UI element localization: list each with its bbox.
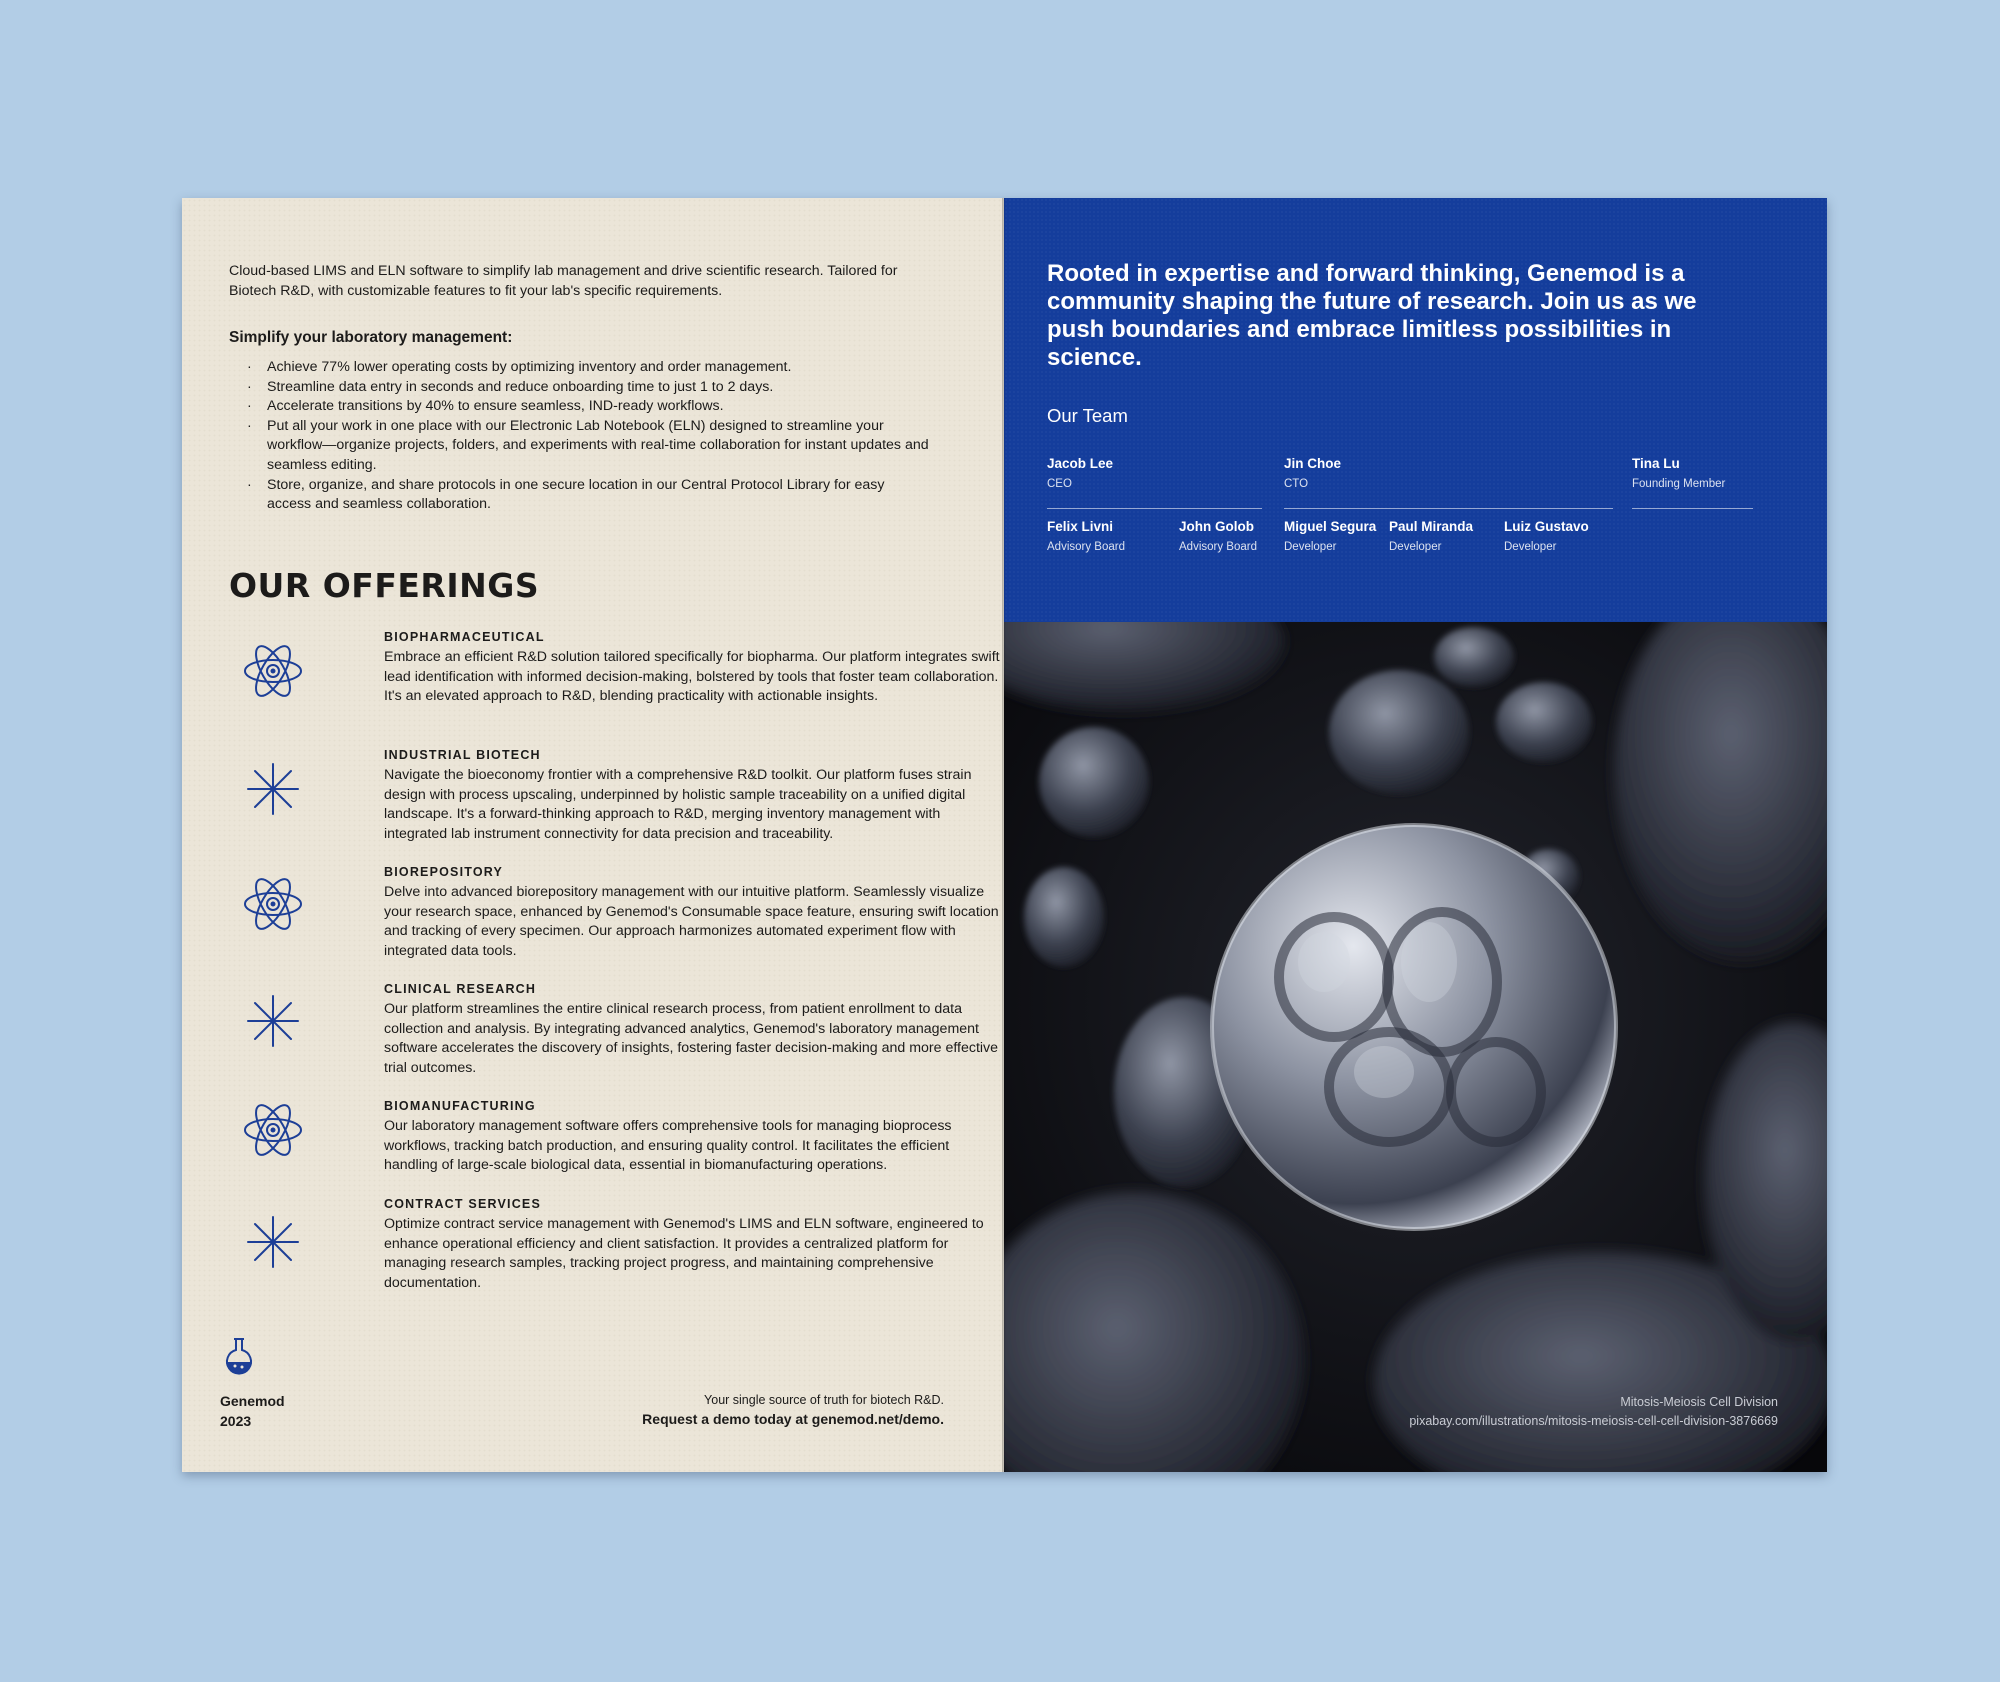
offering-description: Optimize contract service management with Genemod's LIMS and ELN software, engineered to enhance operational efficiency and client satisfaction. It provides a centralized platform for managing research samples, tracking project progress, and maintaining comprehensive documentation. — [384, 1216, 984, 1291]
list-item: · Achieve 77% lower operating costs by optimizing inventory and order management. — [229, 358, 929, 378]
offerings-heading: OUR OFFERINGS — [229, 566, 540, 605]
divider — [1284, 508, 1613, 509]
member-name: Jacob Lee — [1047, 456, 1114, 471]
member-name: Jin Choe — [1284, 456, 1342, 471]
team-member — [1047, 519, 1125, 553]
asterisk-icon — [242, 758, 304, 820]
offering-title: BIOPHARMACEUTICAL — [384, 630, 545, 644]
atom-icon — [242, 640, 304, 702]
member-role: CEO — [1047, 478, 1072, 490]
offering-description: Navigate the bioeconomy frontier with a comprehensive R&D toolkit. Our platform fuses strain design with process upscaling, underpinned by holistic sample traceability on a unified digital landscape. It's a forward-thinking approach to R&D, merging inventory management with integrated lab instrument connectivity for data precision and traceability. — [384, 767, 972, 842]
left-page — [182, 198, 1004, 1472]
brochure-spread — [182, 198, 1827, 1472]
team-member — [1632, 456, 1725, 490]
brand-block — [220, 1391, 285, 1431]
offering-description: Our laboratory management software offers comprehensive tools for managing bioprocess workflows, tracking batch production, and ensuring quality control. It facilitates the efficient handling of large-scale biological data, essential in biomanufacturing operations. — [384, 1118, 952, 1174]
member-name: John Golob — [1179, 519, 1254, 534]
member-name: Paul Miranda — [1389, 519, 1474, 534]
list-item: · Store, organize, and share protocols in one secure location in our Central Protocol Library for easy access and seamless collaboration. — [229, 476, 929, 515]
team-member — [1504, 519, 1589, 553]
atom-icon — [242, 873, 304, 935]
asterisk-icon — [242, 1211, 304, 1273]
divider — [1047, 508, 1262, 509]
list-item: · Put all your work in one place with our Electronic Lab Notebook (ELN) designed to streamline your workflow—organize projects, folders, and experiments with real-time collaboration for instant updates and seamless editing. — [229, 417, 929, 476]
team-panel — [1004, 198, 1827, 622]
team-member — [1284, 519, 1376, 553]
team-member — [1389, 519, 1473, 553]
offering-title: CONTRACT SERVICES — [384, 1197, 541, 1211]
simplify-heading: Simplify your laboratory management: — [229, 329, 513, 346]
member-role: Developer — [1284, 541, 1337, 553]
team-member — [1179, 519, 1257, 553]
asterisk-icon — [242, 990, 304, 1052]
caption-title: Mitosis-Meiosis Cell Division — [1620, 1395, 1778, 1409]
brand-year: 2023 — [220, 1413, 252, 1429]
atom-icon — [242, 1099, 304, 1161]
member-role: Founding Member — [1632, 478, 1726, 490]
right-page — [1004, 198, 1827, 1472]
list-item: · Accelerate transitions by 40% to ensure seamless, IND-ready workflows. — [229, 397, 929, 417]
member-name: Felix Livni — [1047, 519, 1114, 534]
tagline-text: Your single source of truth for biotech R&D. — [704, 1393, 944, 1407]
team-heading: Our Team — [1047, 405, 1128, 426]
divider — [1632, 508, 1753, 509]
offering-title: BIOREPOSITORY — [384, 865, 504, 879]
offering-title: CLINICAL RESEARCH — [384, 982, 537, 996]
member-role: Developer — [1504, 541, 1557, 553]
brand-name: Genemod — [220, 1393, 285, 1409]
flask-logo-icon — [222, 1336, 256, 1376]
caption-source: pixabay.com/illustrations/mitosis-meiosis-cell-cell-division-3876669 — [1409, 1414, 1778, 1428]
offering-title: BIOMANUFACTURING — [384, 1099, 536, 1113]
intro-text: Cloud-based LIMS and ELN software to simplify lab management and drive scientific research. Tailored for Biotech R&D, with customizable features to fit your lab's specific requirements. — [229, 263, 898, 299]
offering-description: Embrace an efficient R&D solution tailored specifically for biopharma. Our platform integrates swift lead identification with informed decision-making, bolstered by tools that foster team collaboration. It's an elevated approach to R&D, blending practicality with actionable insights. — [384, 649, 1000, 705]
member-role: Advisory Board — [1179, 541, 1257, 553]
cell-division-photo — [1004, 622, 1827, 1472]
member-name: Tina Lu — [1632, 456, 1680, 471]
footer-tagline — [642, 1391, 944, 1429]
offering-title: INDUSTRIAL BIOTECH — [384, 748, 541, 762]
list-item: · Streamline data entry in seconds and reduce onboarding time to just 1 to 2 days. — [229, 378, 929, 398]
page-fold — [1002, 198, 1006, 1472]
member-name: Luiz Gustavo — [1504, 519, 1589, 534]
member-name: Miguel Segura — [1284, 519, 1377, 534]
team-member — [1284, 456, 1341, 490]
mission-headline: Rooted in expertise and forward thinking, Genemod is a community shaping the future of research. Join us as we push boundaries and embrace limitless possibilities in science. — [1047, 260, 1697, 371]
member-role: CTO — [1284, 478, 1309, 490]
benefit-list — [229, 358, 929, 515]
offering-description: Our platform streamlines the entire clinical research process, from patient enrollment to data collection and analysis. By integrating advanced analytics, Genemod's laboratory management software accelerates the discovery of insights, fostering faster decision-making and more effective trial outcomes. — [384, 1001, 999, 1076]
photo-caption — [1409, 1393, 1778, 1431]
demo-cta: Request a demo today at genemod.net/demo. — [642, 1411, 944, 1427]
member-role: Developer — [1389, 541, 1442, 553]
member-role: Advisory Board — [1047, 541, 1125, 553]
team-member — [1047, 456, 1113, 490]
offering-description: Delve into advanced biorepository management with our intuitive platform. Seamlessly visualize your research space, enhanced by Genemod's Consumable space feature, ensuring swift location and tracking of every specimen. Our approach harmonizes automated experiment flow with integrated data tools. — [384, 884, 999, 959]
